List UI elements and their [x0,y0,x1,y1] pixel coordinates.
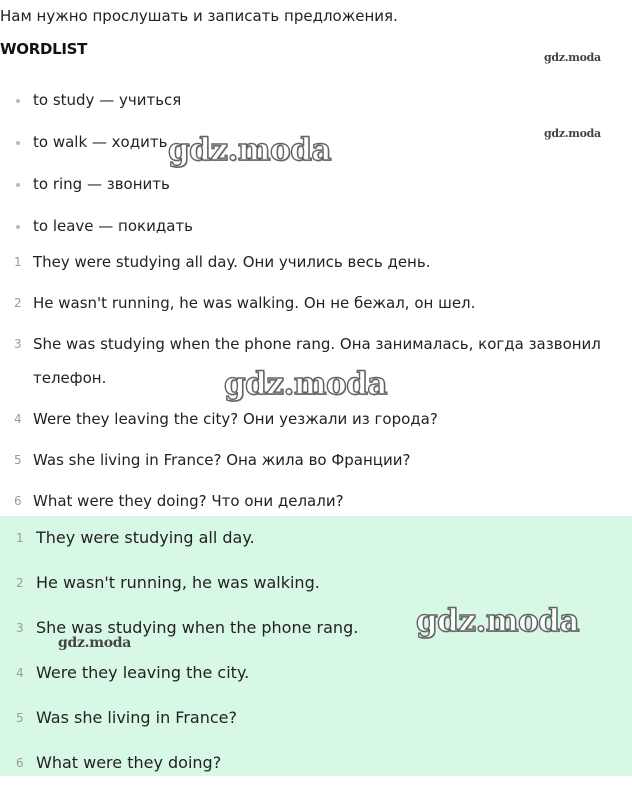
item-number: 6 [16,756,24,770]
item-number: 3 [14,337,22,351]
answer-item [0,611,358,656]
sentence-text: They were studying all day. Они учились весь день. [33,253,431,271]
item-number: 4 [16,666,24,680]
wordlist-item-text: to study — учиться [33,91,182,109]
sentence-text: He wasn't running, he was walking. Он не бежал, он шел. [33,294,476,312]
wordlist-item-text: to leave — покидать [33,217,193,235]
intro-text: Нам нужно прослушать и записать предложения. [0,7,398,25]
item-number: 2 [16,576,24,590]
watermark-small: gdz.moda [544,51,601,64]
sentence-text: She was studying when the phone rang. Она занималась, когда зазвонил телефон. [33,335,601,387]
answer-item [0,746,358,791]
item-number: 1 [16,531,24,545]
item-number: 3 [16,621,24,635]
wordlist-item [0,88,193,130]
watermark-small: gdz.moda [544,127,601,140]
answer-text: She was studying when the phone rang. [36,618,359,637]
wordlist-item [0,172,193,214]
watermark-large: gdz.moda [416,603,579,639]
sentence-text: Were they leaving the city? Они уезжали из города? [33,410,438,428]
answer-item [0,701,358,746]
item-number: 6 [14,494,22,508]
bullet-icon [16,225,20,229]
answer-item [0,656,358,701]
bullet-icon [16,141,20,145]
watermark-large: gdz.moda [168,132,331,168]
answer-text: He wasn't running, he was walking. [36,573,320,592]
answer-text: Were they leaving the city. [36,663,250,682]
sentence-text: Was she living in France? Она жила во Франции? [33,451,411,469]
item-number: 4 [14,412,22,426]
item-number: 5 [14,453,22,467]
wordlist-item [0,130,193,172]
item-number: 2 [14,296,22,310]
sentence-item [0,286,620,320]
bullet-icon [16,183,20,187]
answer-text: They were studying all day. [36,528,255,547]
watermark-small: gdz.moda [58,635,132,651]
item-number: 1 [14,255,22,269]
watermark-large: gdz.moda [224,366,387,402]
answer-text: Was she living in France? [36,708,237,727]
wordlist-item-text: to ring — звонить [33,175,170,193]
sentence-item [0,402,620,436]
answer-list [0,521,358,791]
sentence-text: What were they doing? Что они делали? [33,492,344,510]
wordlist-item-text: to walk — ходить [33,133,168,151]
wordlist-heading: WORDLIST [0,40,88,58]
answer-text: What were they doing? [36,753,222,772]
wordlist [0,88,193,256]
answer-item [0,521,358,566]
bullet-icon [16,99,20,103]
sentence-item [0,245,620,279]
sentence-item [0,484,620,518]
sentence-item [0,443,620,477]
answer-item [0,566,358,611]
item-number: 5 [16,711,24,725]
